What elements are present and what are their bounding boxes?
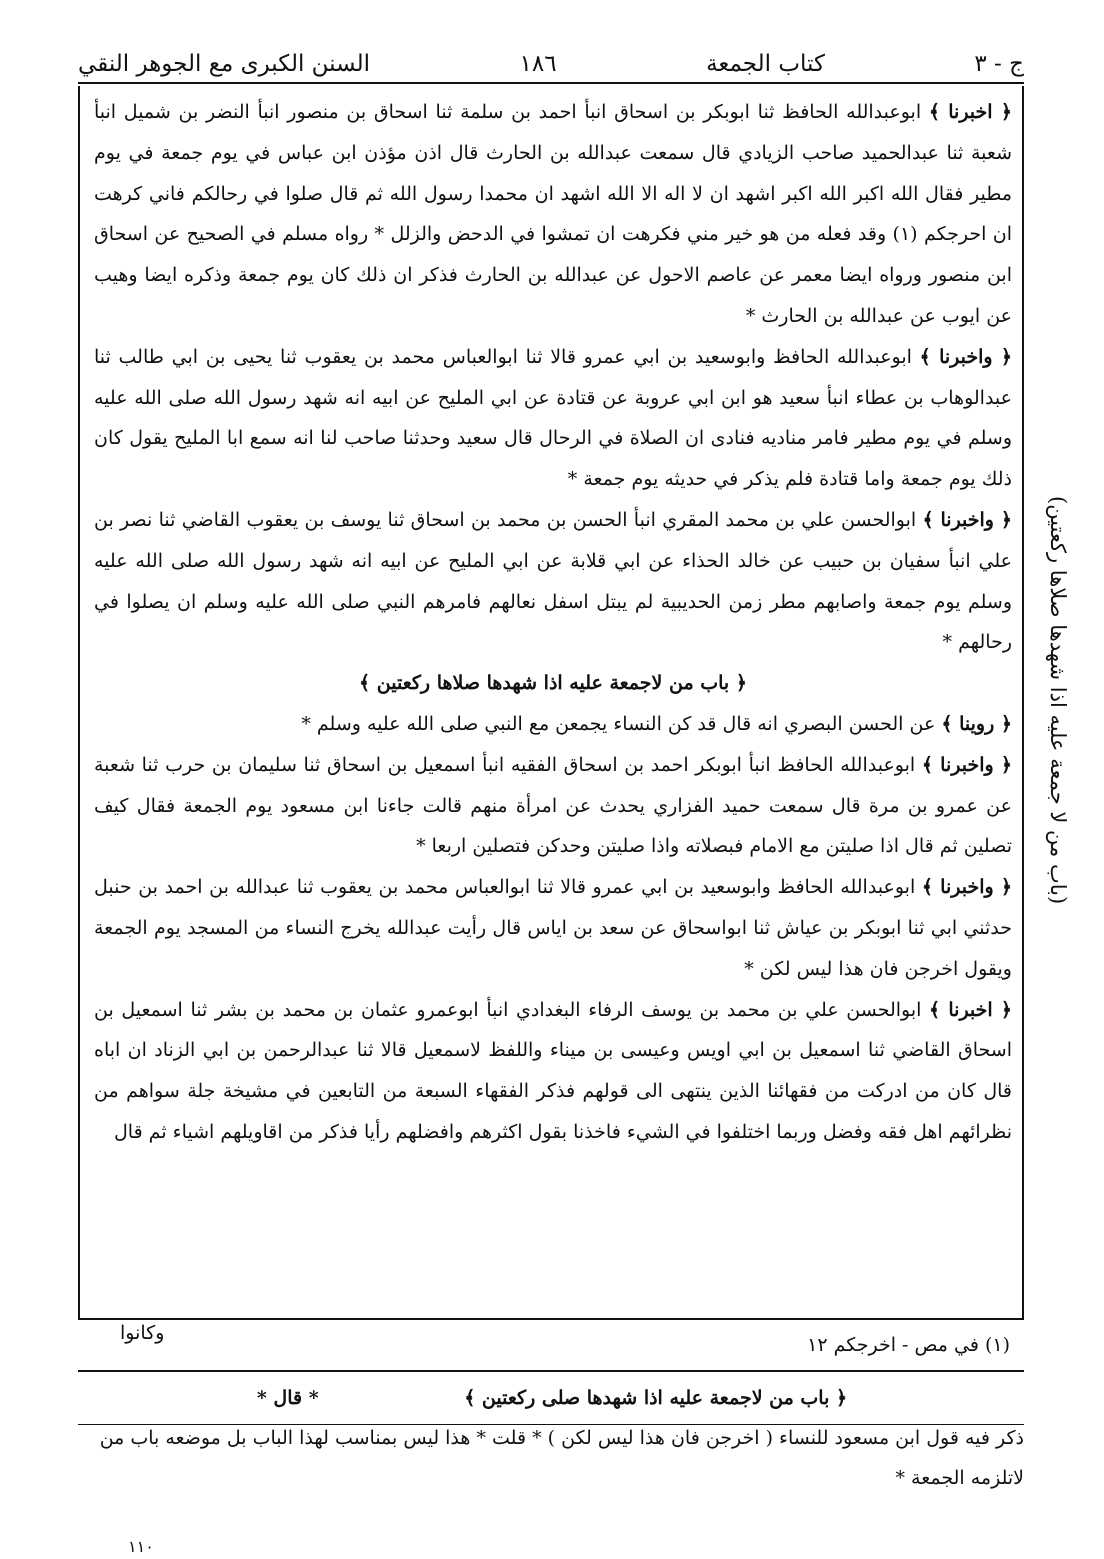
book-title: السنن الكبرى مع الجوهر النقي [78,51,371,77]
narration-text: ابوالحسن علي بن محمد بن يوسف الرفاء البغدادي انبأ ابوعمرو عثمان بن محمد بن بشر ثنا اسمعيل بن اسحاق القاضي ثنا اسمعيل بن ابي اويس وعيسى بن ميناء واللفظ لاسمعيل قالا ثنا عبدالرحمن بن ابي الزناد ان اباه قال كان من ادركت من فقهائنا الذين ينتهى الى قولهم فذكر الفقهاء السبعة من التابعين في مشيخة جلة سواهم من نظرائهم اهل فقه وفضل وربما اختلفوا في الشيء فاخذنا بقول اكثرهم وافضلهم رأيا فذكر من اقاويلهم اشياء ثم قال [94,998,1012,1143]
chapter-title: كتاب الجمعة [706,51,825,77]
narration-marker: ﴿ واخبرنا ﴾ [922,508,1012,531]
volume-number: ج - ٣ [974,51,1024,77]
signature-mark: ١١٠ [128,1537,154,1556]
margin-title [1027,420,1089,980]
commentary-section [80,1378,1024,1498]
commentary-qala: * قال * [256,1387,319,1409]
commentary-heading-rule [78,1424,1024,1425]
commentary-rule [78,1370,1024,1372]
hadith-paragraph [94,92,1012,337]
margin-title-text: (باب من لا جمعة عليه اذا شهدها صلاها ركعتين) [1046,495,1070,905]
narration-marker: ﴿ اخبرنا ﴾ [929,998,1013,1021]
page-header [78,44,1024,84]
main-text [94,92,1012,1153]
hadith-paragraph [94,867,1012,989]
narration-marker: ﴿ واخبرنا ﴾ [921,876,1012,899]
commentary-text: ذكر فيه قول ابن مسعود للنساء ( اخرجن فان هذا ليس لكن ) * قلت * هذا ليس بمناسب لهذا الباب بل موضعه باب من لاتلزمه الجمعة * [99,1427,1024,1489]
narration-marker: ﴿ روينا ﴾ [941,712,1012,735]
narration-text: ابوالحسن علي بن محمد المقري انبأ الحسن بن محمد بن اسحاق ثنا يوسف بن يعقوب القاضي ثنا نصر بن علي انبأ سفيان بن حبيب عن خالد الحذاء عن ابي قلابة عن ابي المليح عن ابيه انه شهد رسول الله صلى الله عليه وسلم يوم جمعة واصابهم مطر زمن الحديبية لم يبتل اسفل نعالهم فامرهم النبي صلى الله عليه وسلم ان يصلوا في رحالهم * [94,508,1012,654]
narration-text: ابوعبدالله الحافظ وابوسعيد بن ابي عمرو قالا ثنا ابوالعباس محمد بن يعقوب ثنا عبدالله بن احمد بن حنبل حدثني ابي ثنا ابوبكر بن عياش ثنا ابواسحاق عن سعد بن اياس قال رأيت عبدالله يخرج النساء من المسجد يوم الجمعة ويقول اخرجن فان هذا ليس لكن * [94,876,1012,980]
footnote [90,1322,1010,1366]
catchword: وكانوا [120,1322,165,1344]
commentary-heading [80,1378,1024,1418]
chapter-heading: ﴿ باب من لاجمعة عليه اذا شهدها صلاها ركعتين ﴾ [359,672,747,695]
narration-text: ابوعبدالله الحافظ انبأ ابوبكر احمد بن اسحاق الفقيه انبأ اسمعيل بن اسحاق ثنا سليمان بن حرب ثنا شعبة عن عمرو بن مرة قال سمعت حميد الفزاري يحدث عن امرأة منهم قالت جاءنا ابن مسعود يوم الجمعة فقال كيف تصلين ثم قال اذا صليتن مع الامام فبصلاته واذا صليتن وحدكن فتصلين اربعا * [94,753,1012,858]
narration-marker: ﴿ واخبرنا ﴾ [919,345,1012,368]
hadith-paragraph [94,337,1012,500]
footnote-text: (١) في مص - اخرجكم ١٢ [807,1334,1010,1356]
hadith-paragraph [94,745,1012,867]
narration-text: عن الحسن البصري انه قال قد كن النساء يجمعن مع النبي صلى الله عليه وسلم * [301,712,936,735]
hadith-paragraph [94,990,1012,1153]
page-number: ١٨٦ [519,51,557,77]
commentary-heading-text: ﴿ باب من لاجمعة عليه اذا شهدها صلى ركعتين ﴾ [464,1387,848,1409]
header-rule [78,82,1024,84]
narration-marker: ﴿ اخبرنا ﴾ [928,101,1012,123]
narration-text: ابوعبدالله الحافظ وابوسعيد بن ابي عمرو قالا ثنا ابوالعباس محمد بن يعقوب ثنا يحيى بن ابي طالب ثنا عبدالوهاب بن عطاء انبأ سعيد هو ابن ابي عروبة عن قتادة عن ابي المليح عن ابيه انه شهد رسول الله صلى الله عليه وسلم في يوم مطير فامر مناديه فنادى ان الصلاة في الرحال قال سعيد وحدثنا صاحب لنا انه سمع ابا المليح يقول كان ذلك يوم جمعة واما قتادة فلم يذكر في حديثه يوم جمعة * [94,345,1012,491]
hadith-paragraph [94,500,1012,663]
main-text-frame [78,86,1024,1320]
narration-text: ابوعبدالله الحافظ ثنا ابوبكر بن اسحاق انبأ احمد بن سلمة ثنا اسحاق بن منصور انبأ النضر بن شميل انبأ شعبة ثنا عبدالحميد صاحب الزيادي قال سمعت عبدالله بن الحارث قال اذن مؤذن ابن عباس في يوم جمعة في يوم مطير فقال الله اكبر الله اكبر اشهد ان لا اله الا الله اشهد ان محمدا رسول الله ثم قال صلوا في رحالكم فاني كرهت ان احرجكم (١) وقد فعله من هو خير مني فكرهت ان تمشوا في الدحض والزلل * رواه مسلم في الصحيح عن اسحاق ابن منصور ورواه ايضا معمر عن عاصم الاحول عن عبدالله بن الحارث فذكر ان ذلك كان يوم جمعة وذكره ايضا وهيب عن ايوب عن عبدالله بن الحارث * [94,101,1013,327]
narration-marker: ﴿ واخبرنا ﴾ [921,753,1012,776]
hadith-paragraph [94,704,1012,745]
